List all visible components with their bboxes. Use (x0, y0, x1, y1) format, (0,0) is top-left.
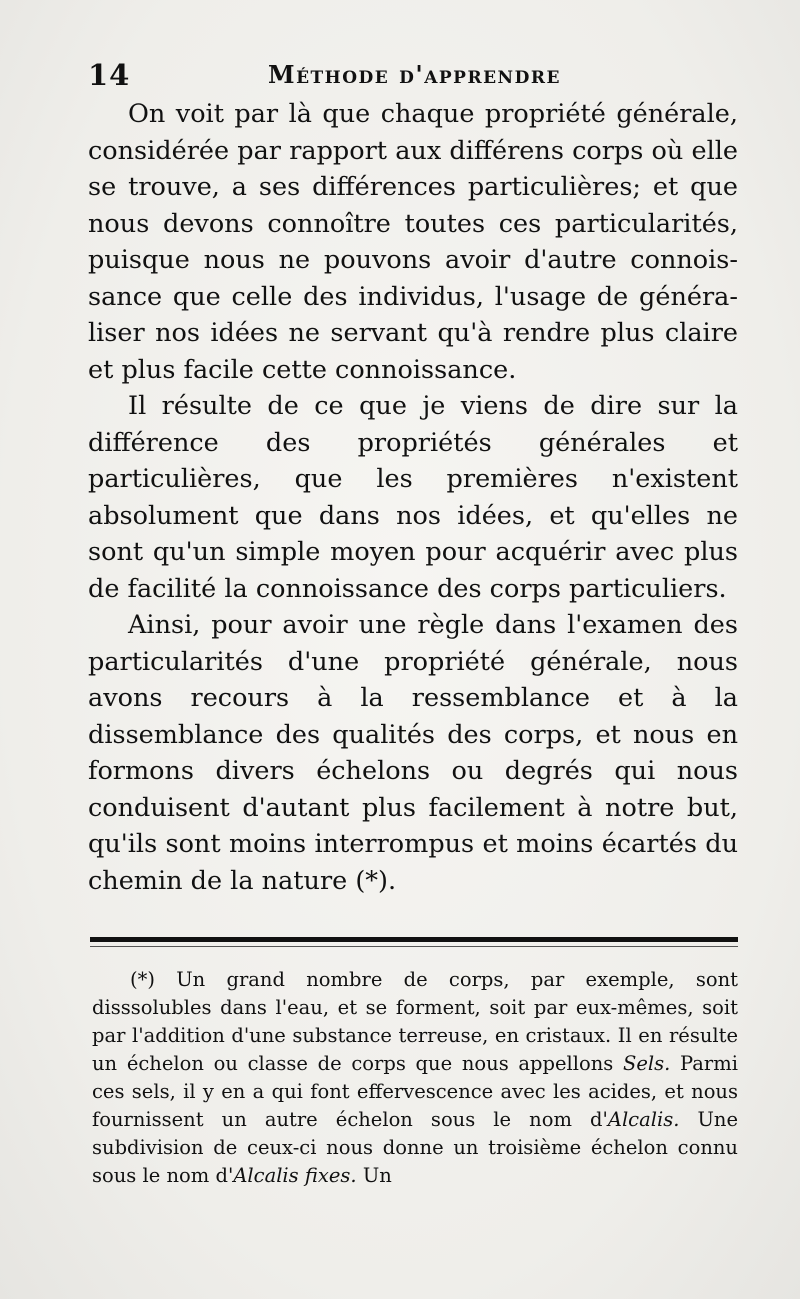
footnote-rule-thin (90, 946, 738, 947)
running-title: Méthode d'apprendre (268, 60, 561, 89)
page-header (88, 58, 738, 94)
main-text (88, 96, 738, 899)
footnote-rule (90, 937, 738, 942)
footnote (92, 966, 738, 1190)
paragraph: Il résulte de ce que je viens de dire sur la différence des propriétés générales et particulières, que les premières n'existent absolument que dans nos idées, et qu'elles ne sont qu'un simple moyen pour acquérir avec plus de facilité la connoissance des corps particuliers. (88, 391, 738, 604)
footnote-text: Un (356, 1164, 392, 1187)
footnote-term: Sels. (623, 1052, 671, 1075)
footnote-text: Parmi ces sels, il y en a qui font effervescence avec les acides, et nous fournissent un autre échelon sous le nom d' (92, 1052, 738, 1131)
paragraph: Ainsi, pour avoir une règle dans l'examen des particularités d'une propriété générale, nous avons recours à la ressemblance et à la dissemblance des qualités des corps, et nous en formons divers échelons ou degrés qui nous conduisent d'autant plus facilement à notre but, qu'ils sont moins interrompus et moins écartés du chemin de la nature (*). (88, 610, 738, 896)
footnote-text: (*) Un grand nombre de corps, par exemple, sont disssolubles dans l'eau, et se forment, soit par eux-mêmes, soit par l'addition d'une substance terreuse, en cristaux. Il en résulte un échelon ou classe de corps que nous appellons (92, 968, 738, 1075)
footnote-term: Alcalis. (607, 1108, 680, 1131)
footnote-term: Alcalis fixes. (233, 1164, 357, 1187)
paragraph: On voit par là que chaque propriété générale, considérée par rapport aux différens corps où elle se trouve, a ses différences particulières; et que nous devons connoître toutes ces particularités, puisque nous ne pouvons avoir d'autre connois-sance que celle des individus, l'usage de généra-liser nos idées ne servant qu'à rendre plus claire et plus facile cette connoissance. (88, 99, 738, 385)
footnote-text: Une subdivision de ceux-ci nous donne un troisième échelon connu sous le nom d' (92, 1108, 739, 1187)
page-number: 14 (88, 58, 131, 92)
